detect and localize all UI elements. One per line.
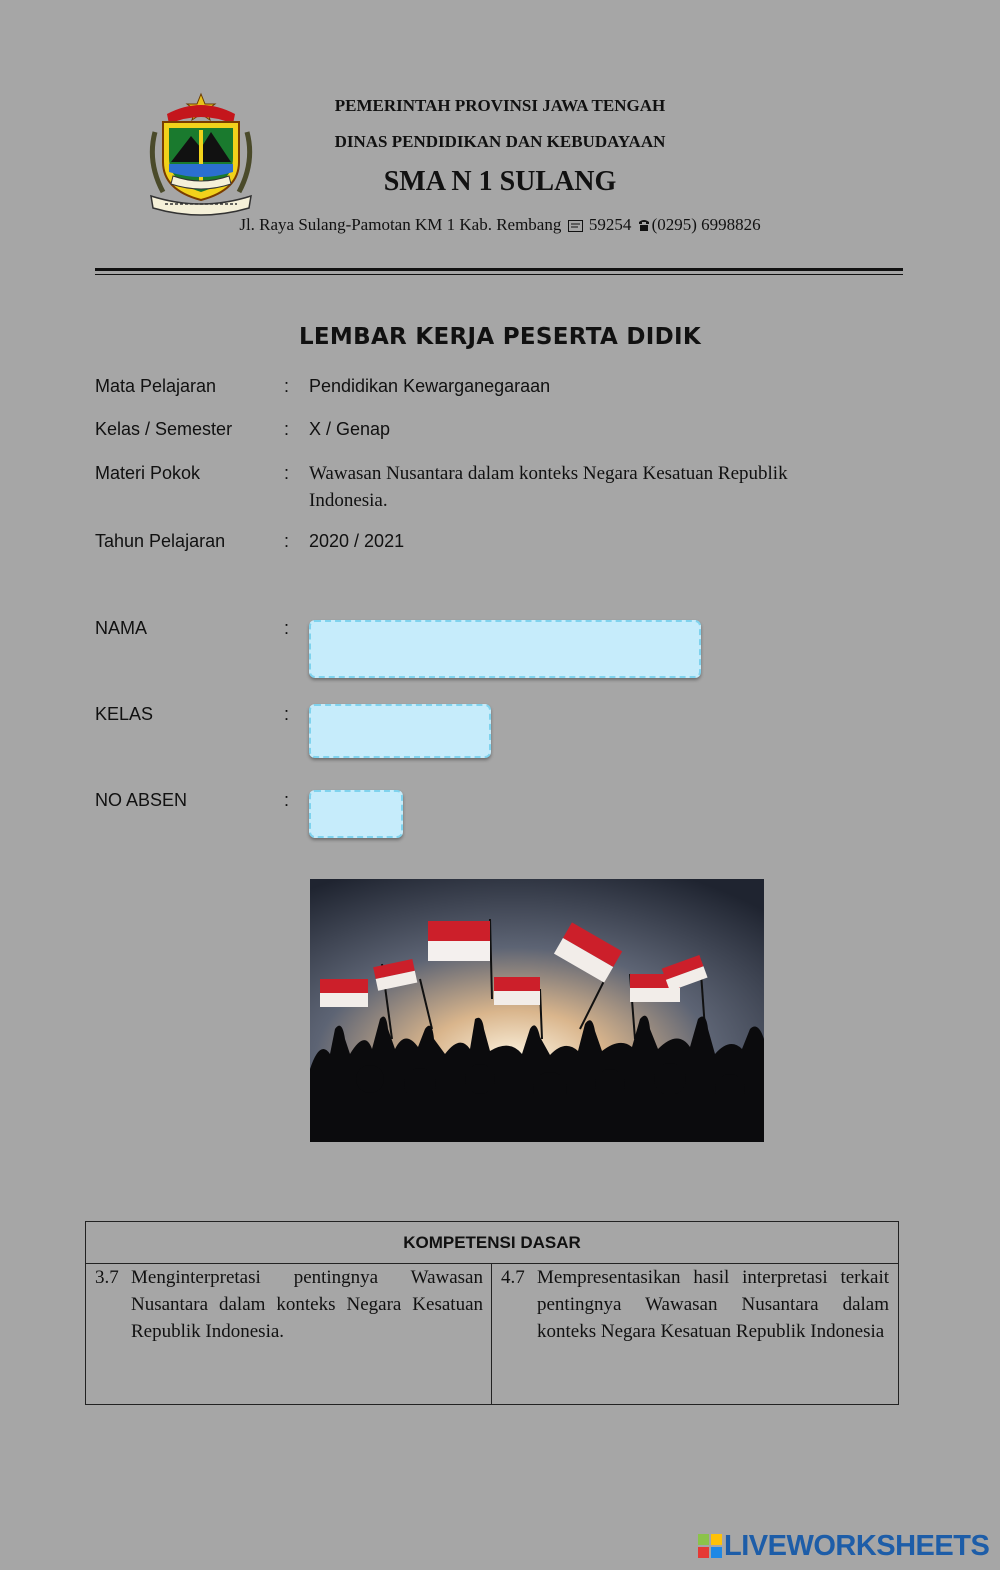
- header-government: PEMERINTAH PROVINSI JAWA TENGAH: [334, 96, 666, 115]
- kd-right-text: Mempresentasikan hasil interpretasi terkait pentingnya Wawasan Nusantara dalam konteks Negara Kesatuan Republik Indonesia: [537, 1267, 889, 1342]
- address-text: Jl. Raya Sulang-Pamotan KM 1 Kab. Rembang: [239, 215, 562, 234]
- label-nama: NAMA: [95, 618, 148, 638]
- table-divider: [491, 1264, 492, 1405]
- header-rule-thick: [95, 268, 903, 271]
- no-absen-input[interactable]: [309, 790, 403, 838]
- label-materi-pokok: Materi Pokok: [95, 463, 201, 483]
- brand-text: LIVEWORKSHEETS: [724, 1530, 990, 1562]
- label-tahun-pelajaran: Tahun Pelajaran: [95, 531, 226, 551]
- value-kelas-semester: X / Genap: [309, 419, 391, 439]
- label-kelas-semester: Kelas / Semester: [95, 419, 233, 439]
- colon: :: [284, 376, 290, 396]
- value-mata-pelajaran: Pendidikan Kewarganegaraan: [309, 376, 551, 396]
- worksheet-title: LEMBAR KERJA PESERTA DIDIK: [298, 324, 702, 350]
- header-rule-thin: [95, 274, 903, 275]
- colon: :: [284, 419, 290, 439]
- liveworksheets-logo: [698, 1530, 989, 1566]
- colon: :: [284, 463, 290, 483]
- header-department: DINAS PENDIDIKAN DAN KEBUDAYAAN: [334, 132, 666, 151]
- colon: :: [284, 531, 290, 551]
- label-kelas: KELAS: [95, 704, 154, 724]
- nama-input[interactable]: [309, 620, 701, 678]
- value-materi-pokok: Wawasan Nusantara dalam konteks Negara Kesatuan Republik Indonesia.: [309, 463, 788, 511]
- postal-code: 59254: [588, 215, 632, 234]
- liveworksheets-mark-icon: [698, 1533, 722, 1566]
- label-mata-pelajaran: Mata Pelajaran: [95, 376, 217, 396]
- kd-left-cell: [95, 1264, 483, 1345]
- phone-number: (0295) 6998826: [651, 215, 761, 234]
- colon: :: [284, 618, 290, 638]
- colon: :: [284, 790, 290, 810]
- value-tahun-pelajaran: 2020 / 2021: [309, 531, 405, 551]
- flag-crowd-photo: [310, 879, 764, 1142]
- label-no-absen: NO ABSEN: [95, 790, 188, 810]
- school-name: SMA N 1 SULANG: [383, 166, 617, 197]
- phone-icon: [638, 217, 650, 237]
- colon: :: [284, 704, 290, 724]
- kelas-input[interactable]: [309, 704, 491, 758]
- kd-right-cell: [501, 1264, 889, 1345]
- table-heading: KOMPETENSI DASAR: [86, 1222, 898, 1264]
- school-address: [200, 215, 800, 237]
- kd-left-text: Menginterpretasi pentingnya Wawasan Nusantara dalam konteks Negara Kesatuan Republik Indonesia.: [131, 1267, 483, 1342]
- kd-right-number: 4.7: [501, 1267, 525, 1288]
- kompetensi-dasar-table: [85, 1221, 899, 1405]
- kd-left-number: 3.7: [95, 1267, 119, 1288]
- mail-icon: [568, 217, 583, 237]
